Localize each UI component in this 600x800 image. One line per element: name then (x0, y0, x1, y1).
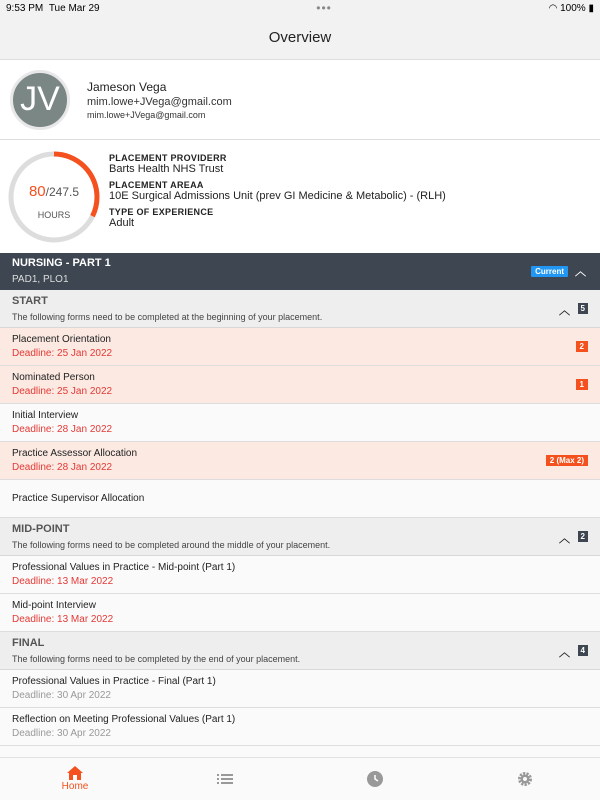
form-name: Professional Values in Practice - Final (Part 1) (12, 676, 216, 687)
form-deadline: Deadline: 25 Jan 2022 (12, 348, 113, 359)
form-name: Practice Supervisor Allocation (12, 493, 145, 504)
list-icon (217, 773, 233, 785)
provider-value: Barts Health NHS Trust (109, 163, 224, 175)
profile-card (0, 60, 600, 140)
bottom-nav (0, 757, 600, 800)
wifi-icon: ◠ (548, 2, 558, 14)
multitask-dots-icon[interactable]: ••• (316, 1, 332, 15)
chevron-up-icon[interactable]: ︿ (575, 266, 586, 278)
section-title: START (12, 295, 48, 307)
section-header-mid-point[interactable] (0, 518, 600, 556)
form-deadline: Deadline: 25 Jan 2022 (12, 386, 113, 397)
hours-progress-ring (7, 150, 101, 244)
time: 9:53 PM (6, 2, 44, 14)
user-email-secondary: mim.lowe+JVega@gmail.com (87, 109, 206, 120)
avatar: JV (10, 70, 70, 130)
tab-settings[interactable] (450, 758, 600, 800)
tab-home[interactable] (0, 758, 150, 800)
form-name: Mid-point Interview (12, 600, 96, 611)
chevron-up-icon[interactable]: ︿ (559, 533, 570, 545)
section-title: FINAL (12, 637, 45, 649)
form-name: Practice Assessor Allocation (12, 448, 138, 459)
form-name: Initial Interview (12, 410, 79, 421)
date: Tue Mar 29 (48, 2, 100, 14)
tab-history[interactable] (300, 758, 450, 800)
form-count-badge: 2 (576, 341, 588, 352)
experience-value: Adult (109, 217, 135, 229)
home-icon (67, 766, 83, 780)
tab-list[interactable] (150, 758, 300, 800)
provider-label: PLACEMENT PROVIDERR (109, 153, 227, 163)
form-count-badge: 2 (Max 2) (546, 455, 588, 466)
form-list-item[interactable] (0, 328, 600, 366)
form-deadline: Deadline: 13 Mar 2022 (12, 576, 114, 587)
form-name: Nominated Person (12, 372, 95, 383)
forms-list[interactable] (0, 253, 600, 739)
program-header[interactable] (0, 253, 600, 290)
user-email: mim.lowe+JVega@gmail.com (87, 95, 232, 108)
form-list-item[interactable] (0, 594, 600, 632)
section-count-badge: 5 (578, 303, 588, 314)
status-bar (0, 0, 600, 16)
hours-label: HOURS (37, 209, 71, 220)
user-name: Jameson Vega (87, 79, 167, 94)
section-header-final[interactable] (0, 632, 600, 670)
program-subtitle: PAD1, PLO1 (12, 274, 69, 285)
section-description: The following forms need to be completed at the beginning of your placement. (12, 312, 323, 322)
chevron-up-icon[interactable]: ︿ (559, 647, 570, 659)
chevron-up-icon[interactable]: ︿ (559, 305, 570, 317)
form-list-item[interactable] (0, 442, 600, 480)
clock-icon (367, 771, 383, 787)
form-list-item[interactable] (0, 556, 600, 594)
section-count-badge: 2 (578, 531, 588, 542)
area-label: PLACEMENT AREAA (109, 180, 204, 190)
current-badge: Current (531, 266, 568, 277)
form-deadline: Deadline: 30 Apr 2022 (12, 690, 111, 701)
gear-icon (517, 771, 533, 787)
hours-done: 80 (28, 182, 46, 200)
form-deadline: Deadline: 13 Mar 2022 (12, 614, 114, 625)
form-deadline: Deadline: 30 Apr 2022 (12, 728, 111, 739)
form-list-item[interactable] (0, 708, 600, 746)
area-value: 10E Surgical Admissions Unit (prev GI Medicine & Metabolic) - (RLH) (109, 190, 446, 202)
section-count-badge: 4 (578, 645, 588, 656)
form-deadline: Deadline: 28 Jan 2022 (12, 424, 113, 435)
battery-level: 100% (560, 2, 586, 14)
section-title: MID-POINT (12, 523, 70, 535)
section-header-start[interactable] (0, 290, 600, 328)
program-title: NURSING - PART 1 (12, 257, 111, 269)
form-list-item[interactable] (0, 404, 600, 442)
form-list-item[interactable] (0, 670, 600, 708)
experience-label: TYPE OF EXPERIENCE (109, 207, 214, 217)
form-name: Reflection on Meeting Professional Values (Part 1) (12, 714, 236, 725)
tab-home-label: Home (61, 781, 89, 792)
form-list-item[interactable] (0, 480, 600, 518)
form-count-badge: 1 (576, 379, 588, 390)
form-deadline: Deadline: 28 Jan 2022 (12, 462, 113, 473)
hours-total: /247.5 (45, 184, 80, 199)
page-title: Overview (0, 16, 600, 60)
section-description: The following forms need to be completed around the middle of your placement. (12, 540, 331, 550)
placement-card (0, 140, 600, 253)
form-name: Professional Values in Practice - Mid-point (Part 1) (12, 562, 236, 573)
form-name: Placement Orientation (12, 334, 111, 345)
section-description: The following forms need to be completed by the end of your placement. (12, 654, 301, 664)
form-list-item[interactable] (0, 366, 600, 404)
battery-icon: ▮ (588, 2, 594, 14)
